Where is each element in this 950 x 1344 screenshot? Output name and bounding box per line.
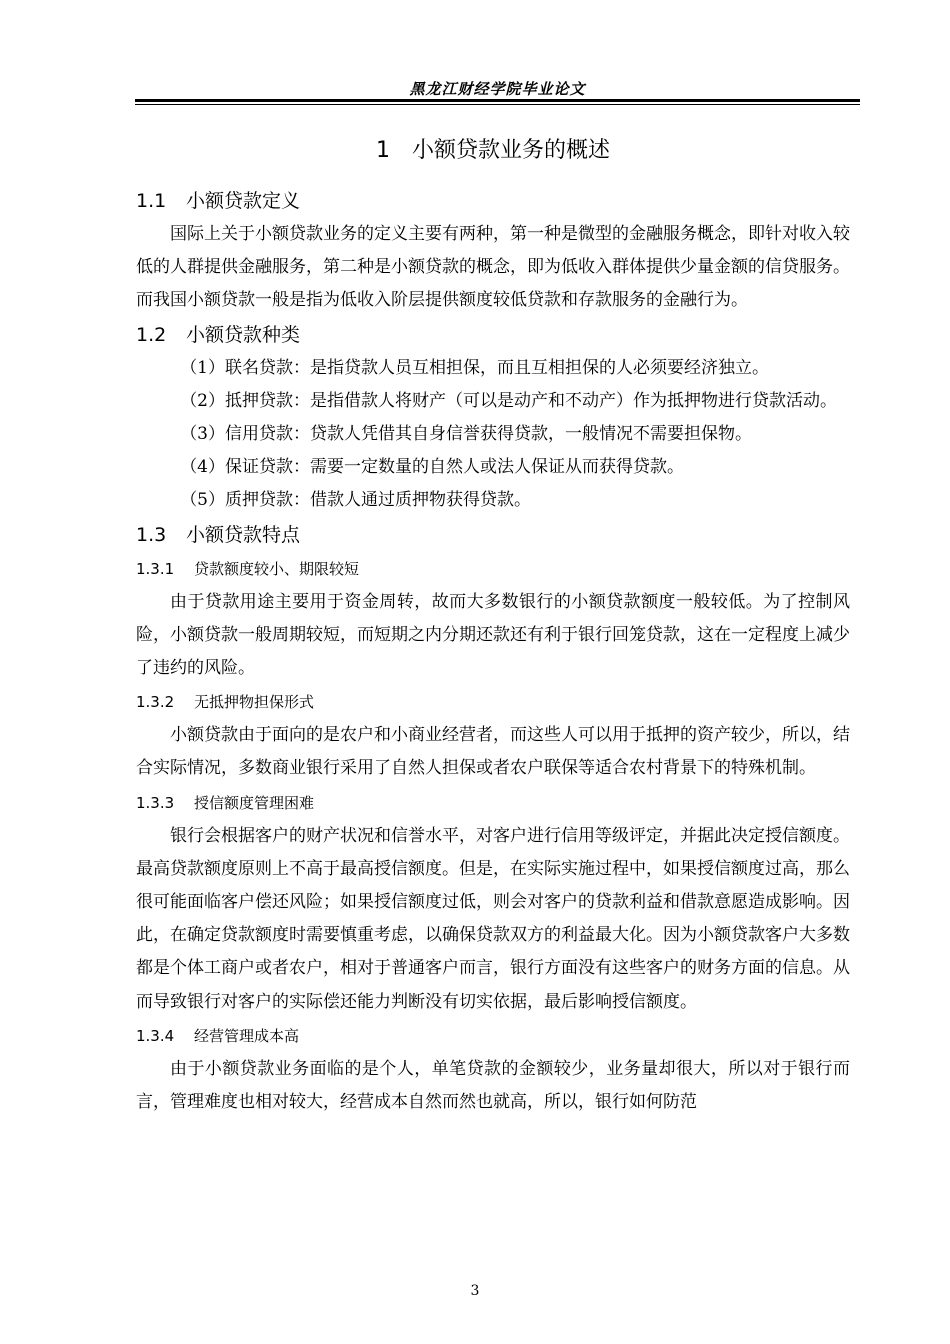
section-number: 1.3 [136, 523, 167, 546]
paragraph: 银行会根据客户的财产状况和信誉水平，对客户进行信用等级评定，并据此决定授信额度。最高贷款额度原则上不高于最高授信额度。但是，在实际实施过程中，如果授信额度过高，那么很可能面临客户偿还风险；如果授信额度过低，则会对客户的贷款利益和借款意愿造成影响。因此，在确定贷款额度时需要慎重考虑，以确保贷款双方的利益最大化。因为小额贷款客户大多数都是个体工商户或者农户，相对于普通客户而言，银行方面没有这些客户的财务方面的信息。从而导致银行对客户的实际偿还能力判断没有切实依据，最后影响授信额度。 [136, 825, 850, 1012]
subsection-number: 1.3.3 [136, 793, 175, 812]
section-number: 1.2 [136, 323, 167, 346]
subsection-number: 1.3.4 [136, 1026, 175, 1045]
subsection-number: 1.3.1 [136, 559, 175, 578]
subsection-heading-1-3-3 [136, 786, 850, 820]
chapter-number: 1 [375, 138, 390, 163]
section-heading-1-3 [136, 518, 850, 552]
page-number: 3 [470, 1283, 480, 1299]
paragraph: 小额贷款由于面向的是农户和小商业经营者，而这些人可以用于抵押的资产较少，所以，结合实际情况，多数商业银行采用了自然人担保或者农户联保等适合农村背景下的特殊机制。 [136, 725, 850, 779]
chapter-title: 小额贷款业务的概述 [411, 138, 610, 163]
subsection-heading-1-3-4 [136, 1019, 850, 1053]
running-header: 黑龙江财经学院毕业论文 [409, 80, 586, 98]
list-item: （4）保证贷款：需要一定数量的自然人或法人保证从而获得贷款。 [180, 457, 685, 478]
section-title: 小额贷款定义 [186, 190, 301, 212]
list-item: （5）质押贷款：借款人通过质押物获得贷款。 [180, 490, 532, 511]
list-item: （3）信用贷款：贷款人凭借其自身信誉获得贷款，一般情况不需要担保物。 [180, 424, 753, 445]
subsection-title: 经营管理成本高 [194, 1026, 300, 1045]
section-number: 1.1 [136, 190, 167, 212]
paragraph: 国际上关于小额贷款业务的定义主要有两种，第一种是微型的金融服务概念，即针对收入较低的人群提供金融服务，第二种是小额贷款的概念，即为低收入群体提供少量金额的信贷服务。而我国小额贷款一般是指为低收入阶层提供额度较低贷款和存款服务的金融行为。 [136, 224, 850, 311]
section-title: 小额贷款种类 [186, 323, 301, 346]
subsection-number: 1.3.2 [136, 693, 175, 712]
subsection-title: 无抵押物担保形式 [194, 693, 315, 712]
subsection-title: 授信额度管理困难 [194, 793, 315, 812]
paragraph: 由于贷款用途主要用于资金周转，故而大多数银行的小额贷款额度一般较低。为了控制风险，小额贷款一般周期较短，而短期之内分期还款还有利于银行回笼贷款，这在一定程度上减少了违约的风险。 [136, 591, 850, 679]
header-rule-thick [135, 99, 860, 102]
chapter-heading [136, 134, 850, 168]
subsection-title: 贷款额度较小、期限较短 [194, 559, 360, 578]
section-title: 小额贷款特点 [186, 523, 301, 546]
paragraph: 由于小额贷款业务面临的是个人，单笔贷款的金额较少，业务量却很大，所以对于银行而言，管理难度也相对较大，经营成本自然而然也就高，所以，银行如何防范 [136, 1058, 850, 1113]
subsection-heading-1-3-1 [136, 552, 850, 586]
list-item: （2）抵押贷款：是指借款人将财产（可以是动产和不动产）作为抵押物进行贷款活动。 [180, 390, 838, 411]
section-heading-1-1 [136, 184, 850, 218]
list-item: （1）联名贷款：是指贷款人员互相担保，而且互相担保的人必须要经济独立。 [180, 357, 770, 378]
body-content [136, 134, 850, 1119]
subsection-heading-1-3-2 [136, 685, 850, 719]
section-heading-1-2 [136, 318, 850, 352]
header-rule-thin [135, 104, 860, 105]
